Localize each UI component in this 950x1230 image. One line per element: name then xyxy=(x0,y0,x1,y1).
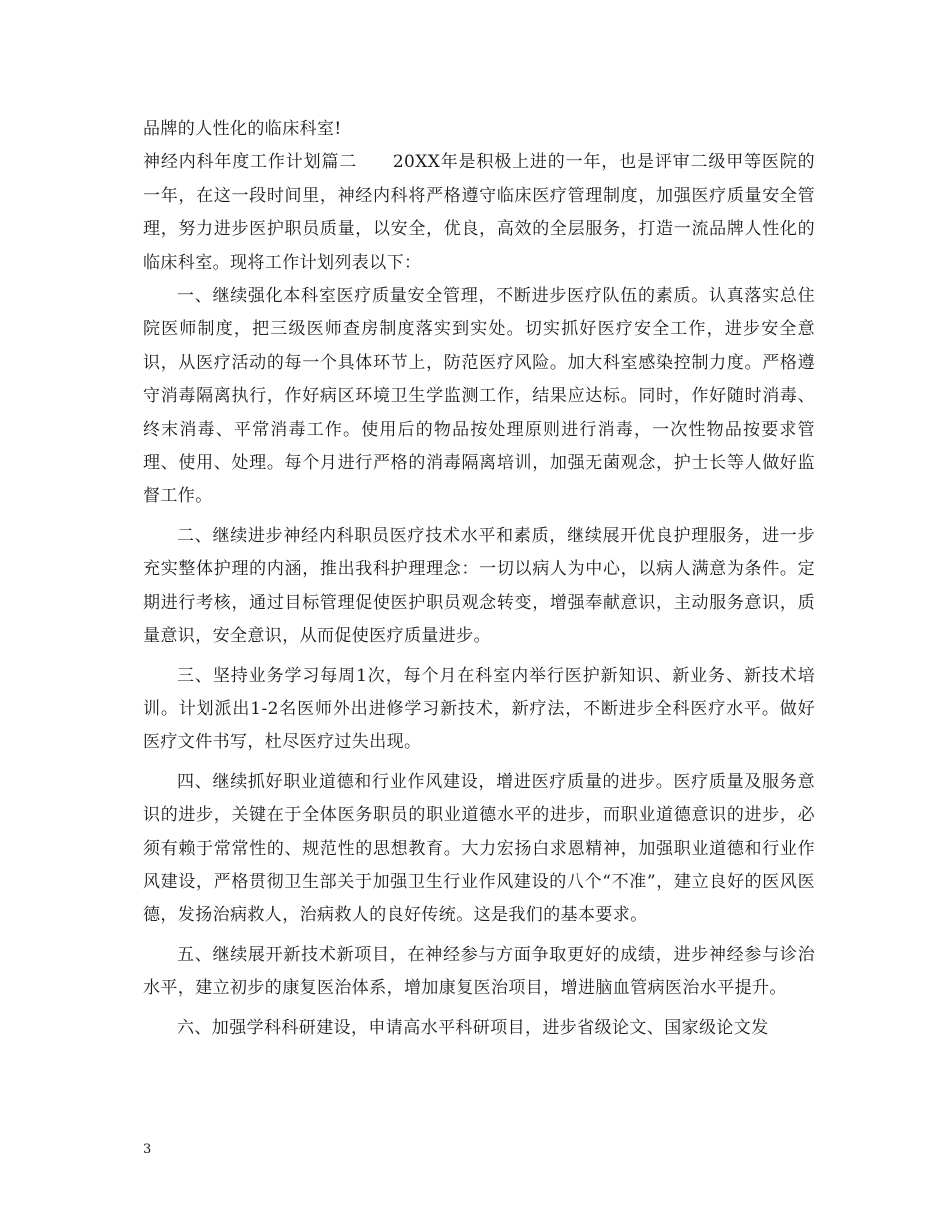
paragraph-plan-intro: 神经内科年度工作计划篇二 20XX年是积极上进的一年，也是评审二级甲等医院的一年，在这一段时间里，神经内科将严格遵守临床医疗管理制度，加强医疗质量安全管理，努力进步医护职员质量，以安全，优良，高效的全层服务，打造一流品牌人性化的临床科室。现将工作计划列表以下： xyxy=(143,152,815,273)
paragraph-continuation: 品牌的人性化的临床科室! xyxy=(143,119,342,139)
paragraph-item-6: 六、加强学科科研建设，申请高水平科研项目，进步省级论文、国家级论文发 xyxy=(177,1017,769,1038)
paragraph-item-4: 四、继续抓好职业道德和行业作风建设，增进医疗质量的进步。医疗质量及服务意识的进步，关键在于全体医务职员的职业道德水平的进步，而职业道德意识的进步，必须有赖于常常性的、规范性的思想教育。大力宏扬白求恩精神，加强职业道德和行业作风建设，严格贯彻卫生部关于加强卫生行业作风建设的八个“不准”，建立良好的医风医德，发扬治病救人，治病救人的良好传统。这是我们的基本要求。 xyxy=(143,771,815,926)
paragraph-item-5: 五、继续展开新技术新项目，在神经参与方面争取更好的成绩，进步神经参与诊治水平，建立初步的康复医治体系，增加康复医治项目，增进脑血管病医治水平提升。 xyxy=(143,944,815,999)
paragraph-item-1: 一、继续强化本科室医疗质量安全管理，不断进步医疗队伍的素质。认真落实总住院医师制度，把三级医师查房制度落实到实处。切实抓好医疗安全工作，进步安全意识，从医疗活动的每一个具体环节上，防范医疗风险。加大科室感染控制力度。严格遵守消毒隔离执行，作好病区环境卫生学监测工作，结果应达标。同时，作好随时消毒、终末消毒、平常消毒工作。使用后的物品按处理原则进行消毒，一次性物品按要求管理、使用、处理。每个月进行严格的消毒隔离培训，加强无菌观念，护士长等人做好监督工作。 xyxy=(143,286,815,507)
paragraph-item-3: 三、坚持业务学习每周1次，每个月在科室内举行医护新知识、新业务、新技术培训。计划派出1-2名医师外出进修学习新技术，新疗法，不断进步全科医疗水平。做好医疗文件书写，杜尽医疗过失出现。 xyxy=(143,665,815,753)
paragraph-item-2: 二、继续进步神经内科职员医疗技术水平和素质，继续展开优良护理服务，进一步充实整体护理的内涵，推出我科护理理念：一切以病人为中心，以病人满意为条件。定期进行考核，通过目标管理促使医护职员观念转变，增强奉献意识，主动服务意识，质量意识，安全意识，从而促使医疗质量进步。 xyxy=(143,525,815,647)
document-body xyxy=(143,113,815,1045)
page-number: 3 xyxy=(143,1142,152,1157)
